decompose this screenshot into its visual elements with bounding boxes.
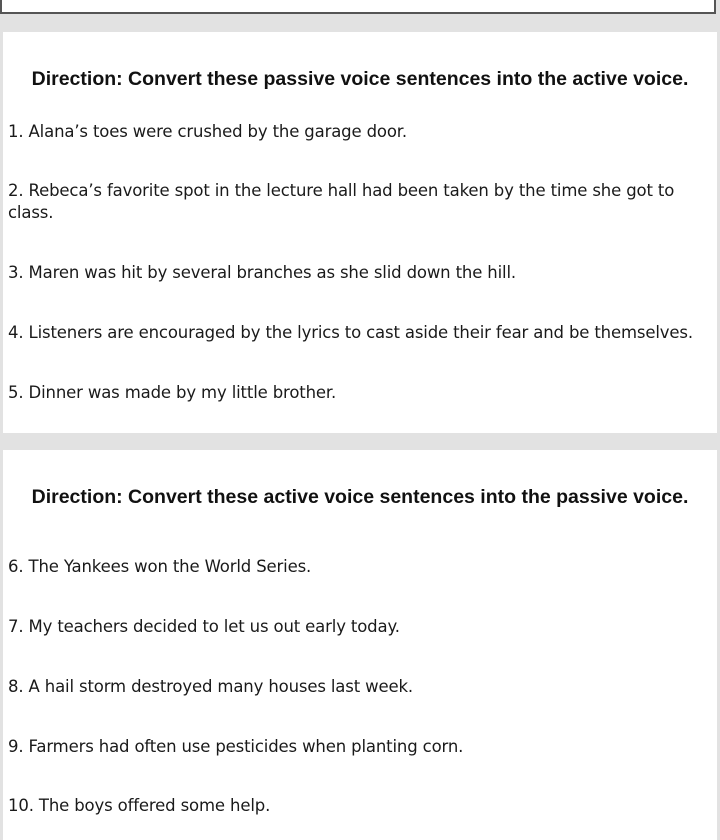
question-item: 3. Maren was hit by several branches as she slid down the hill. — [8, 263, 517, 282]
question-item: 6. The Yankees won the World Series. — [8, 557, 312, 576]
direction-heading: Direction: Convert these active voice sentences into the passive voice. — [31, 486, 689, 508]
question-item: 8. A hail storm destroyed many houses last week. — [8, 677, 413, 696]
question-item: 1. Alana’s toes were crushed by the garage door. — [8, 122, 408, 141]
passive-to-active-card — [3, 32, 717, 433]
question-item: 7. My teachers decided to let us out early today. — [8, 617, 400, 636]
question-item: 10. The boys offered some help. — [8, 796, 271, 815]
question-item: 9. Farmers had often use pesticides when planting corn. — [8, 737, 464, 756]
active-to-passive-card — [3, 450, 717, 840]
question-item: 5. Dinner was made by my little brother. — [8, 383, 337, 402]
direction-heading: Direction: Convert these passive voice sentences into the active voice. — [31, 68, 689, 90]
question-item: 2. Rebeca’s favorite spot in the lecture hall had been taken by the time she got to class. — [8, 181, 675, 222]
question-item: 4. Listeners are encouraged by the lyrics to cast aside their fear and be themselves. — [8, 323, 693, 342]
previous-card-edge — [0, 0, 716, 14]
